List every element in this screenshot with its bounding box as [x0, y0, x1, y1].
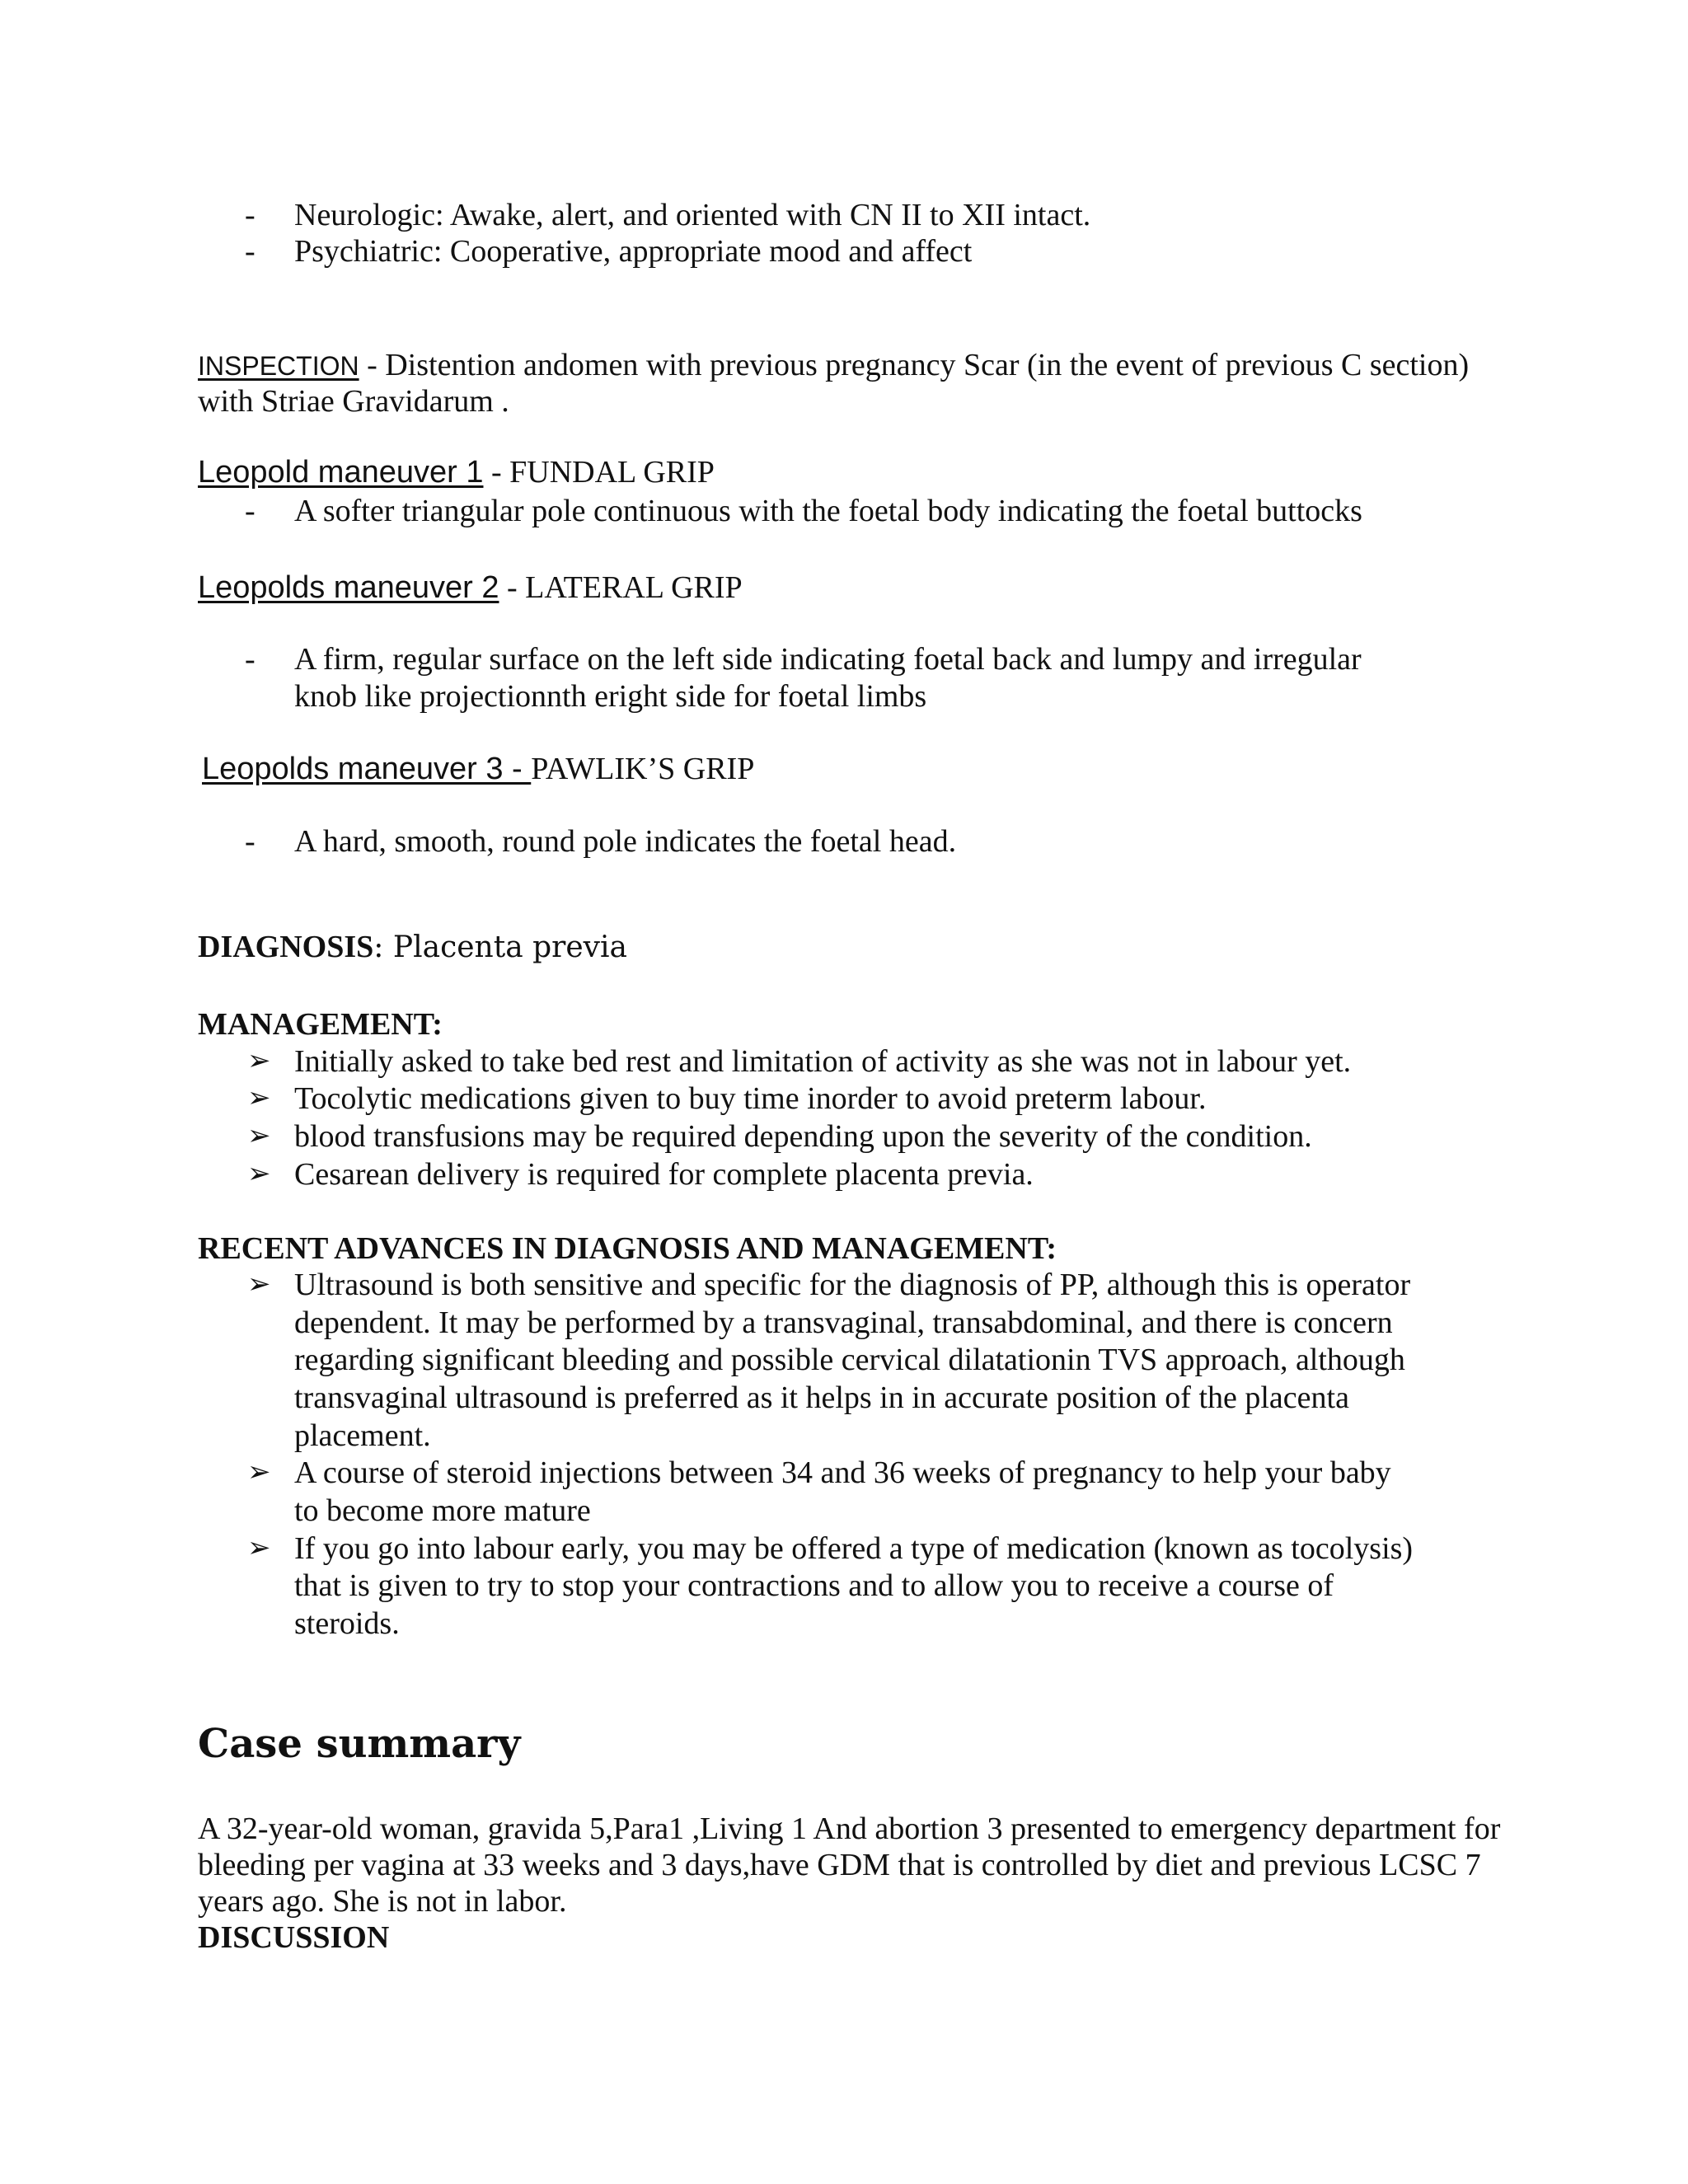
management-item: Initially asked to take bed rest and limitation of activity as she was not in labour yet.: [294, 1044, 1352, 1079]
recent-item1-line: dependent. It may be performed by a transvaginal, transabdominal, and there is concern: [294, 1305, 1393, 1340]
diagnosis-line: [198, 928, 627, 967]
case-summary-title: Case summary: [198, 1721, 521, 1767]
bullet-dash: -: [245, 198, 256, 232]
leopold3-heading: [202, 750, 754, 788]
arrow-bullet: ➢: [247, 1159, 271, 1189]
case-summary-line: bleeding per vagina at 33 weeks and 3 days,have GDM that is controlled by diet and previous LCSC 7: [198, 1848, 1481, 1882]
recent-item1-line: regarding significant bleeding and possible cervical dilatationin TVS approach, although: [294, 1343, 1405, 1377]
recent-advances-heading: RECENT ADVANCES IN DIAGNOSIS AND MANAGEMENT:: [198, 1231, 1057, 1266]
leopold2-item-line1: A firm, regular surface on the left side indicating foetal back and lumpy and irregular: [294, 642, 1362, 677]
recent-item3-line: If you go into labour early, you may be offered a type of medication (known as tocolysis): [294, 1531, 1414, 1566]
leopold1-item: A softer triangular pole continuous with the foetal body indicating the foetal buttocks: [294, 494, 1362, 528]
recent-item1-line: transvaginal ultrasound is preferred as it helps in in accurate position of the placenta: [294, 1380, 1349, 1415]
leopold2-item-line2: knob like projectionnth eright side for foetal limbs: [294, 679, 927, 714]
leopold1-label: Leopold maneuver 1: [198, 455, 484, 490]
leopold3-label: Leopolds maneuver 3 -: [202, 752, 532, 786]
inspection-text-cont: with Striae Gravidarum .: [198, 384, 509, 419]
diagnosis-value: : Placenta previa: [373, 930, 627, 964]
leopold1-title: - FUNDAL GRIP: [483, 455, 715, 490]
diagnosis-label: DIAGNOSIS: [198, 930, 374, 964]
management-item: blood transfusions may be required depending upon the severity of the condition.: [294, 1119, 1312, 1154]
recent-item2-line: to become more mature: [294, 1493, 591, 1528]
recent-item3-line: steroids.: [294, 1606, 400, 1641]
leopold2-title: - LATERAL GRIP: [499, 570, 743, 605]
recent-item2-line: A course of steroid injections between 34 and 36 weeks of pregnancy to help your baby: [294, 1455, 1391, 1490]
discussion-heading: DISCUSSION: [198, 1920, 390, 1955]
psychiatric-line: Psychiatric: Cooperative, appropriate mood and affect: [294, 234, 973, 269]
leopold2-label: Leopolds maneuver 2: [198, 570, 499, 605]
recent-item1-line: placement.: [294, 1418, 431, 1453]
leopold3-title: PAWLIK’S GRIP: [531, 752, 755, 786]
case-summary-line: A 32-year-old woman, gravida 5,Para1 ,Living 1 And abortion 3 presented to emergency department for: [198, 1811, 1501, 1846]
arrow-bullet: ➢: [247, 1121, 271, 1151]
arrow-bullet: ➢: [247, 1046, 271, 1076]
bullet-dash: -: [245, 824, 256, 859]
arrow-bullet: ➢: [247, 1533, 271, 1563]
inspection-text: - Distention andomen with previous pregnancy Scar (in the event of previous C section): [359, 348, 1470, 382]
arrow-bullet: ➢: [247, 1269, 271, 1300]
inspection-label: INSPECTION: [198, 351, 359, 381]
bullet-dash: -: [245, 234, 256, 269]
inspection-line: [198, 346, 1469, 385]
bullet-dash: -: [245, 642, 256, 677]
leopold3-item: A hard, smooth, round pole indicates the foetal head.: [294, 824, 957, 859]
recent-item1-line: Ultrasound is both sensitive and specific for the diagnosis of PP, although this is operator: [294, 1268, 1411, 1302]
leopold2-heading: [198, 569, 743, 607]
case-summary-line: years ago. She is not in labor.: [198, 1884, 567, 1919]
arrow-bullet: ➢: [247, 1457, 271, 1488]
arrow-bullet: ➢: [247, 1083, 271, 1113]
management-heading: MANAGEMENT:: [198, 1007, 443, 1042]
bullet-dash: -: [245, 494, 256, 528]
management-item: Tocolytic medications given to buy time inorder to avoid preterm labour.: [294, 1081, 1207, 1116]
neurologic-line: Neurologic: Awake, alert, and oriented with CN II to XII intact.: [294, 198, 1091, 232]
leopold1-heading: [198, 453, 715, 491]
management-item: Cesarean delivery is required for complete placenta previa.: [294, 1157, 1034, 1192]
recent-item3-line: that is given to try to stop your contractions and to allow you to receive a course of: [294, 1568, 1334, 1603]
